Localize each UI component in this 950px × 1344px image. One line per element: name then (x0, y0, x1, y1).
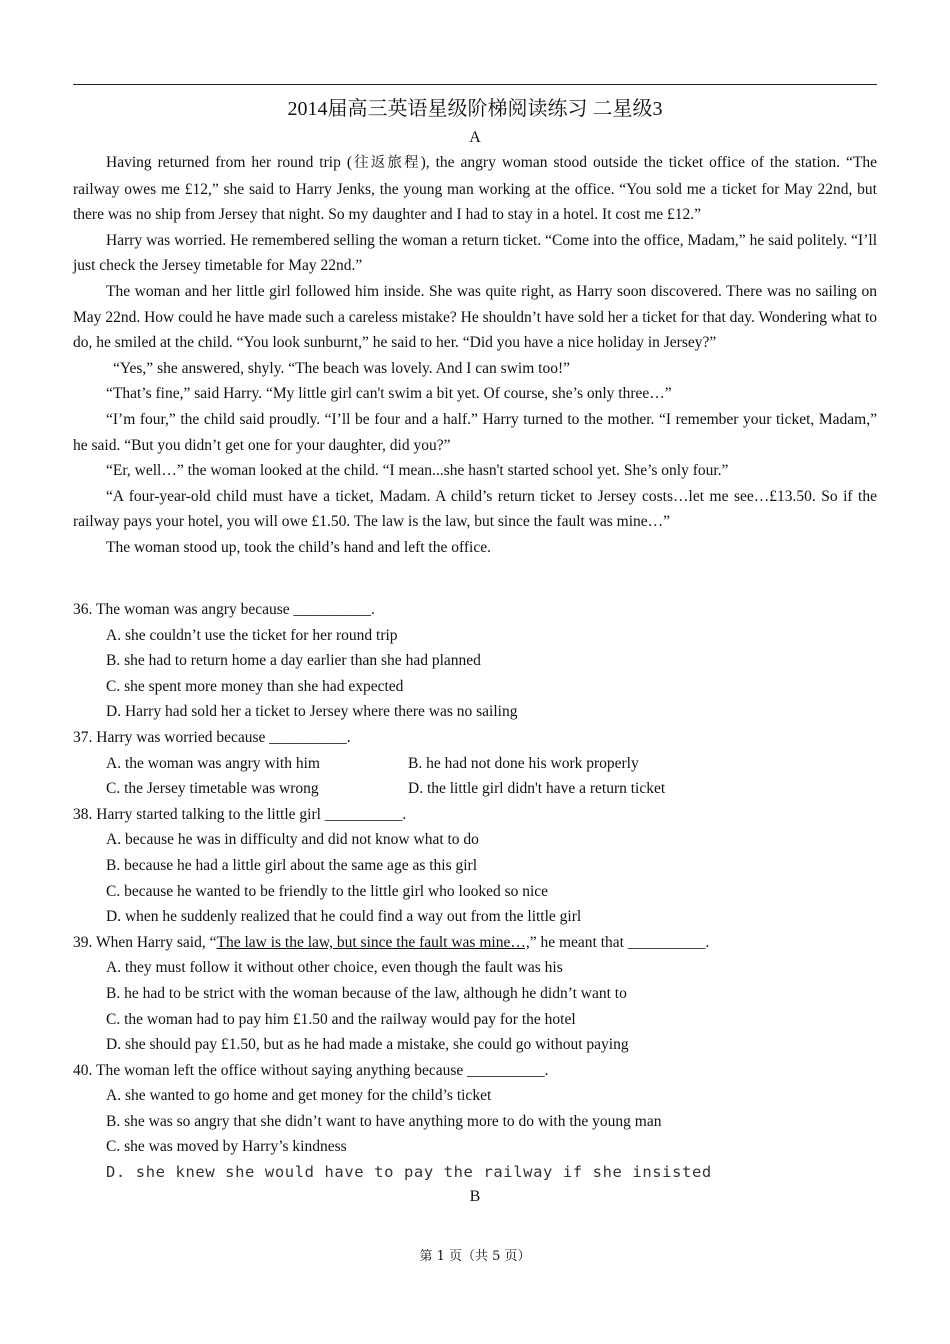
option-36a: A. she couldn’t use the ticket for her round trip (106, 626, 398, 644)
question-40: 40. The woman left the office without saying anything because __________. (73, 1061, 549, 1079)
section-b-heading: B (469, 1188, 481, 1205)
option-39b: B. he had to be strict with the woman because of the law, although he didn’t want to (106, 984, 627, 1002)
question-39: 39. When Harry said, “The law is the law, but since the fault was mine…,” he meant that __________. (73, 933, 710, 951)
paragraph-9: The woman stood up, took the child’s hand and left the office. (106, 538, 491, 556)
option-37b: B. he had not done his work properly (408, 754, 639, 772)
option-39d: D. she should pay £1.50, but as he had made a mistake, she could go without paying (106, 1036, 629, 1054)
reading-passage (73, 150, 877, 561)
options-37-row-1 (73, 751, 877, 777)
option-40c: C. she was moved by Harry’s kindness (106, 1138, 347, 1156)
underlined-quote: The law is the law, but since the fault was mine…, (216, 933, 530, 951)
option-39a: A. they must follow it without other choice, even though the fault was his (106, 959, 563, 977)
page-footer: 第 1 页（共 5 页） (419, 1249, 531, 1264)
option-37a: A. the woman was angry with him (106, 754, 320, 772)
paragraph-4: “Yes,” she answered, shyly. “The beach was lovely. And I can swim too!” (113, 359, 570, 377)
paragraph-8: “A four-year-old child must have a ticket, Madam. A child’s return ticket to Jersey costs…let me see…£13.50. So if the railway pays your hotel, you will owe £1.50. The law is the law, but since the fault was mine…” (73, 487, 877, 531)
option-39c: C. the woman had to pay him £1.50 and the railway would pay for the hotel (106, 1010, 576, 1028)
option-36c: C. she spent more money than she had expected (106, 677, 404, 695)
option-36b: B. she had to return home a day earlier than she had planned (106, 652, 481, 670)
option-40d: D. she knew she would have to pay the railway if she insisted (106, 1163, 712, 1182)
question-list (73, 597, 877, 1186)
section-a-heading: A (469, 129, 481, 146)
option-38b: B. because he had a little girl about the same age as this girl (106, 856, 478, 874)
option-40b: B. she was so angry that she didn’t want to have anything more to do with the young man (106, 1112, 662, 1130)
header-rule (73, 84, 877, 85)
question-36: 36. The woman was angry because __________. (73, 601, 375, 618)
options-37-row-2 (73, 776, 877, 802)
paragraph-5: “That’s fine,” said Harry. “My little girl can't swim a bit yet. Of course, she’s only three…” (106, 385, 672, 403)
option-37d: D. the little girl didn't have a return ticket (408, 780, 666, 798)
option-37c: C. the Jersey timetable was wrong (106, 780, 319, 798)
option-40a: A. she wanted to go home and get money for the child’s ticket (106, 1087, 492, 1105)
paragraph-1: Having returned from her round trip (往返旅程), the angry woman stood outside the ticket office of the station. “The railway owes me £12,” she said to Harry Jenks, the young man working at the office. “You sold me a ticket for May 22nd, but there was no ship from Jersey that night. So my daughter and I had to stay in a hotel. It cost me £12.” (73, 154, 878, 224)
paragraph-3: The woman and her little girl followed him inside. She was quite right, as Harry soon discovered. There was no sailing on May 22nd. How could he have made such a careless mistake? He shouldn’t have sold her a ticket for that day. Wondering what to do, he smiled at the child. “You look sunburnt,” he said to her. “Did you have a nice holiday in Jersey?” (73, 282, 877, 352)
page-title: 2014届高三英语星级阶梯阅读练习 二星级3 (287, 98, 663, 120)
paragraph-2: Harry was worried. He remembered selling the woman a return ticket. “Come into the office, Madam,” he said politely. “I’ll just check the Jersey timetable for May 22nd.” (73, 231, 877, 275)
option-38c: C. because he wanted to be friendly to the little girl who looked so nice (106, 882, 549, 900)
chinese-gloss: 往返旅程 (352, 155, 421, 171)
question-38: 38. Harry started talking to the little girl __________. (73, 805, 407, 823)
paragraph-7: “Er, well…” the woman looked at the child. “I mean...she hasn't started school yet. She’s only four.” (106, 462, 729, 480)
paragraph-6: “I’m four,” the child said proudly. “I’ll be four and a half.” Harry turned to the mother. “I remember your ticket, Madam,” he said. “But you didn’t get one for your daughter, did you?” (73, 410, 877, 454)
option-38a: A. because he was in difficulty and did not know what to do (106, 831, 479, 849)
option-36d: D. Harry had sold her a ticket to Jersey where there was no sailing (106, 703, 518, 721)
question-37: 37. Harry was worried because __________. (73, 728, 351, 746)
option-38d: D. when he suddenly realized that he could find a way out from the little girl (106, 908, 582, 926)
